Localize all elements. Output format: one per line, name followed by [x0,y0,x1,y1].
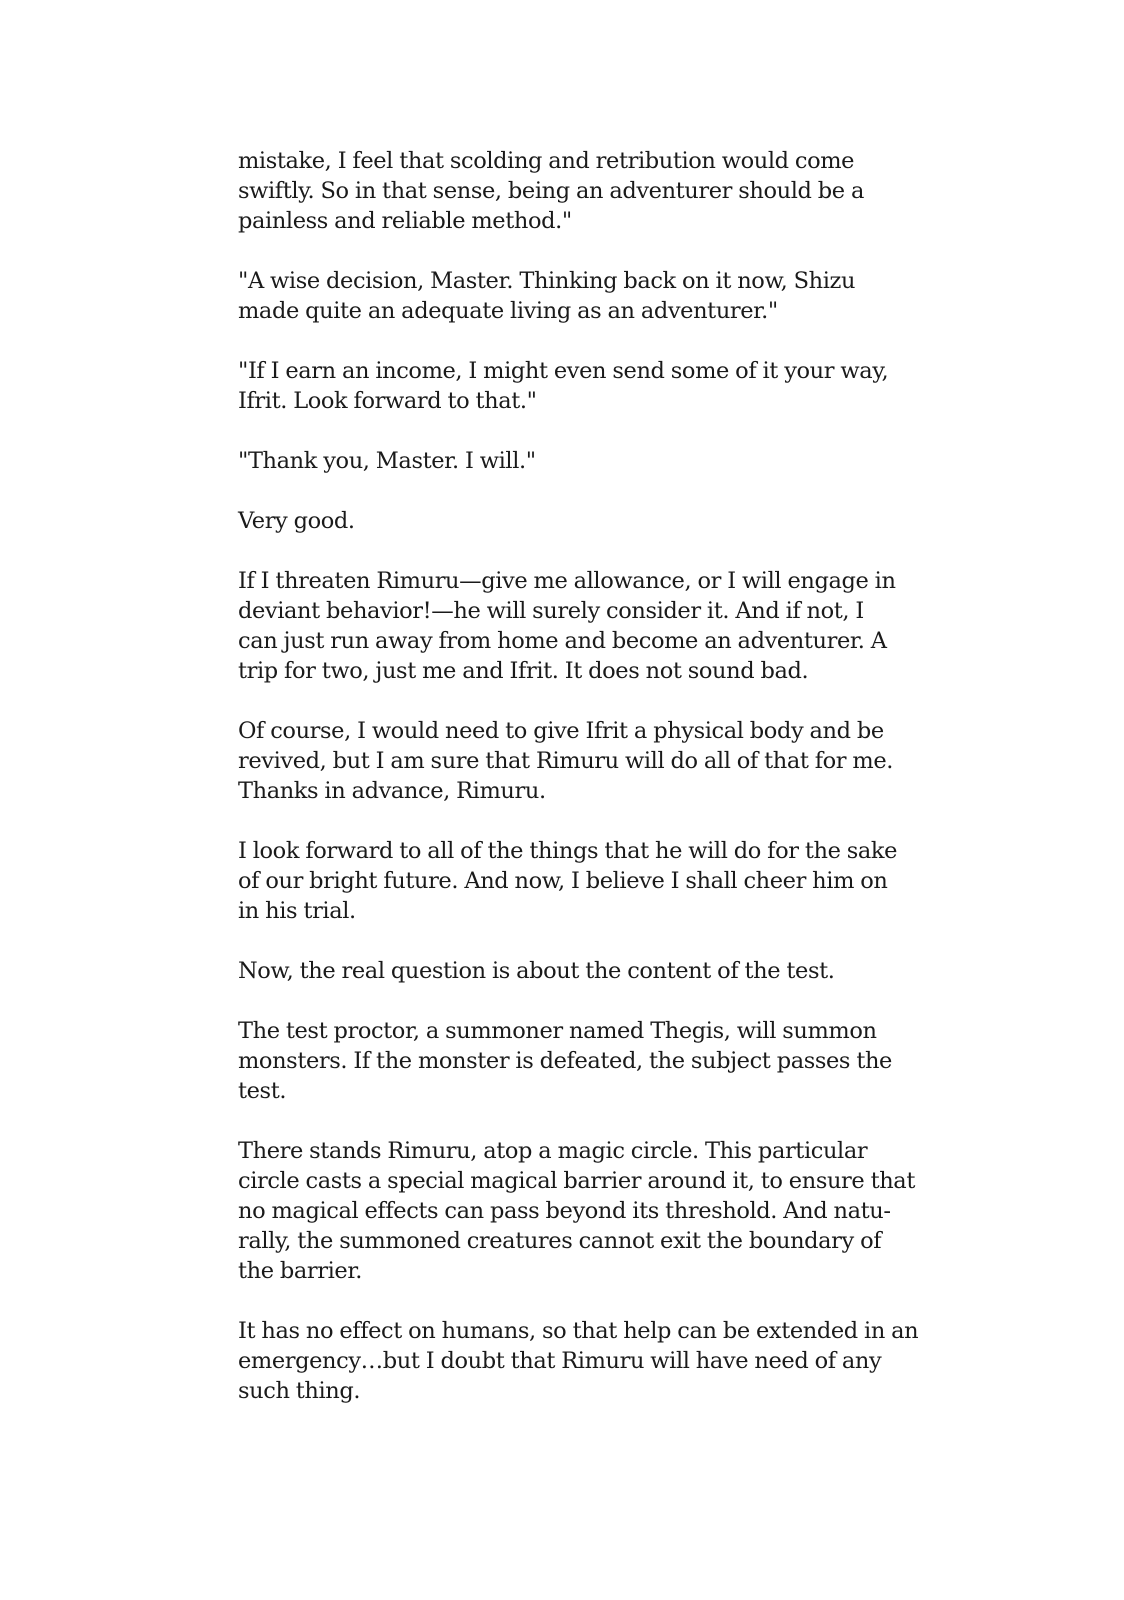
text-line: mistake, I feel that scolding and retribution would come [238,148,855,174]
text-line: The test proctor, a summoner named Thegis, will summon [238,1018,877,1044]
text-line: Thanks in advance, Rimuru. [238,778,546,804]
text-line: emergency…but I doubt that Rimuru will have need of any [238,1348,882,1374]
text-line: no magical effects can pass beyond its threshold. And natu- [238,1198,891,1224]
text-line: of our bright future. And now, I believe I shall cheer him on [238,868,888,894]
paragraph [238,1136,915,1286]
text-line: rally, the summoned creatures cannot exit the boundary of [238,1228,882,1254]
paragraph [238,956,908,986]
text-line: Very good. [238,508,355,534]
paragraph [238,356,908,416]
paragraph [238,1016,908,1106]
text-line: "A wise decision, Master. Thinking back on it now, Shizu [238,268,856,294]
text-line: Now, the real question is about the content of the test. [238,958,835,984]
text-line: revived, but I am sure that Rimuru will do all of that for me. [238,748,894,774]
text-line: painless and reliable method." [238,208,572,234]
paragraph [238,836,908,926]
paragraph [238,1316,919,1406]
text-line: There stands Rimuru, atop a magic circle. This particular [238,1138,868,1164]
paragraph [238,146,908,236]
text-line: test. [238,1078,287,1104]
text-line: made quite an adequate living as an adventurer." [238,298,778,324]
paragraph [238,716,908,806]
text-line: "Thank you, Master. I will." [238,448,536,474]
paragraph [238,506,908,536]
text-line: swiftly. So in that sense, being an adventurer should be a [238,178,864,204]
text-line: monsters. If the monster is defeated, the subject passes the [238,1048,892,1074]
paragraph [238,266,908,326]
text-line: Of course, I would need to give Ifrit a physical body and be [238,718,884,744]
text-line: deviant behavior!—he will surely consider it. And if not, I [238,598,864,624]
text-line: I look forward to all of the things that he will do for the sake [238,838,898,864]
text-line: trip for two, just me and Ifrit. It does not sound bad. [238,658,809,684]
text-line: circle casts a special magical barrier around it, to ensure that [238,1168,915,1194]
text-line: Ifrit. Look forward to that." [238,388,537,414]
text-line: the barrier. [238,1258,362,1284]
text-line: If I threaten Rimuru—give me allowance, or I will engage in [238,568,896,594]
paragraph [238,446,908,476]
text-line: such thing. [238,1378,361,1404]
paragraph [238,566,908,686]
body-text [238,146,919,1436]
text-line: can just run away from home and become an adventurer. A [238,628,887,654]
text-line: "If I earn an income, I might even send some of it your way, [238,358,889,384]
text-line: It has no effect on humans, so that help can be extended in an [238,1318,919,1344]
text-line: in his trial. [238,898,356,924]
